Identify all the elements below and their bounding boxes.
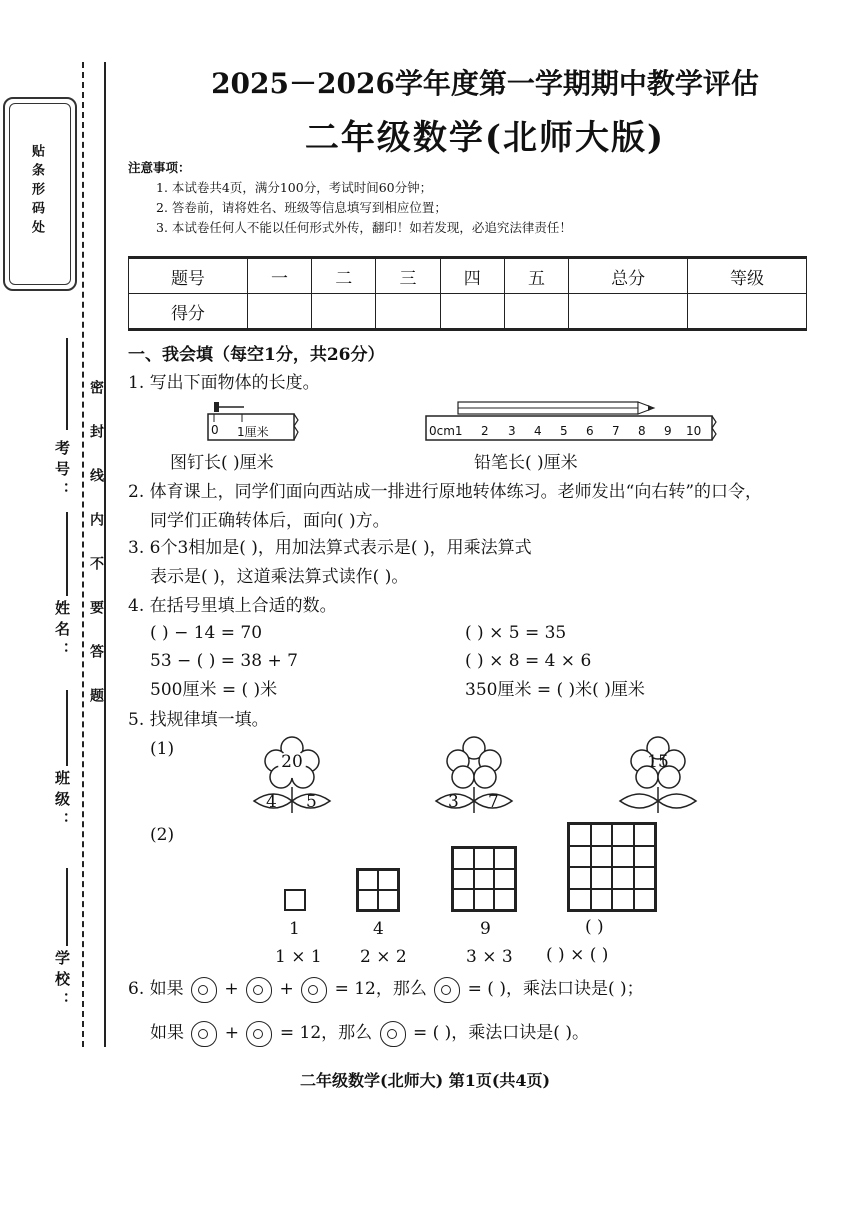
flower-leaf-left: 3 bbox=[448, 792, 459, 812]
grid-2x2 bbox=[356, 868, 400, 912]
score-input[interactable] bbox=[440, 294, 504, 330]
pencil-icon bbox=[422, 396, 717, 444]
barcode-area bbox=[3, 97, 77, 291]
square-count: 9 bbox=[480, 919, 491, 939]
snail-icon bbox=[380, 1021, 406, 1047]
ruler-label: 0 bbox=[211, 423, 219, 437]
flower-icon bbox=[618, 735, 708, 815]
notes bbox=[128, 158, 572, 238]
snail-icon bbox=[246, 977, 272, 1003]
snail-icon bbox=[434, 977, 460, 1003]
grid-4x4 bbox=[567, 822, 657, 912]
square-count: 1 bbox=[289, 919, 300, 939]
cell: 三 bbox=[376, 258, 440, 294]
note-item: 3. 本试卷任何人不能以任何形式外传，翻印！如若发现，必追究法律责任！ bbox=[156, 220, 572, 235]
cell: 一 bbox=[247, 258, 311, 294]
ruler-label: 2 bbox=[481, 424, 489, 438]
q4-blank[interactable]: ( ) × 5 = 35 bbox=[465, 623, 567, 643]
q1-answer-1[interactable]: 图钉长( )厘米 bbox=[170, 453, 274, 473]
score-value-row bbox=[129, 294, 807, 330]
snail-icon bbox=[191, 1021, 217, 1047]
flower-leaf-right: 7 bbox=[488, 792, 499, 812]
q4-blank[interactable]: 350厘米 = ( )米( )厘米 bbox=[465, 680, 645, 700]
ruler-label: 8 bbox=[638, 424, 646, 438]
thumbtack-ruler bbox=[202, 398, 302, 448]
q3-line1[interactable]: 3. 6个3相加是( )，用加法算式表示是( )，用乘法算式 bbox=[128, 538, 532, 558]
q1-text: 1. 写出下面物体的长度。 bbox=[128, 373, 320, 393]
q6-text: = 12，那么 bbox=[279, 1023, 373, 1043]
q6-line1: 6. 如果 + + = 12，那么 = ( )，乘法口诀是( )； bbox=[128, 974, 644, 1004]
square-expr: 2 × 2 bbox=[360, 947, 407, 967]
snail-icon bbox=[301, 977, 327, 1003]
flower-3 bbox=[618, 735, 708, 815]
barcode-label: 贴条形码处 bbox=[29, 144, 44, 239]
snail-icon bbox=[191, 977, 217, 1003]
flower-leaf-right: 5 bbox=[306, 792, 317, 812]
score-input[interactable] bbox=[688, 294, 807, 330]
class-label: 班级： bbox=[53, 770, 71, 833]
score-input[interactable] bbox=[569, 294, 688, 330]
exam-title: 2025－2026学年度第一学期期中教学评估 bbox=[211, 67, 759, 100]
snail-icon bbox=[246, 1021, 272, 1047]
ruler-label: 1厘米 bbox=[237, 425, 269, 439]
cell: 四 bbox=[440, 258, 504, 294]
q6-text: = 12，那么 bbox=[334, 979, 427, 999]
score-input[interactable] bbox=[504, 294, 568, 330]
exam-subject: 二年级数学(北师大版) bbox=[304, 118, 666, 158]
q6-text: 如果 bbox=[150, 1023, 184, 1043]
score-table bbox=[128, 256, 807, 331]
score-input[interactable] bbox=[247, 294, 311, 330]
cell: 题号 bbox=[129, 258, 248, 294]
seal-notice: 密封线内不要答题 bbox=[88, 380, 104, 732]
q3-line2[interactable]: 表示是( )，这道乘法算式读作( )。 bbox=[150, 567, 409, 587]
flower-center: 15 bbox=[647, 752, 669, 772]
square-expr-blank[interactable]: ( ) × ( ) bbox=[546, 945, 609, 965]
flower-center: 20 bbox=[281, 752, 303, 772]
score-header-row bbox=[129, 258, 807, 294]
score-input[interactable] bbox=[376, 294, 440, 330]
q4-blank[interactable]: 500厘米 = ( )米 bbox=[150, 680, 278, 700]
ruler-label: 5 bbox=[560, 424, 568, 438]
school-label: 学校： bbox=[53, 950, 71, 1013]
square-1x1 bbox=[284, 889, 306, 911]
flower-leaf-left: 4 bbox=[266, 792, 277, 812]
pencil-ruler bbox=[422, 396, 717, 448]
ruler-label: 0cm1 bbox=[429, 424, 463, 438]
ruler-label: 9 bbox=[664, 424, 672, 438]
class-line bbox=[66, 690, 68, 766]
score-input[interactable] bbox=[312, 294, 376, 330]
q6-blank[interactable]: = ( )，乘法口诀是( )。 bbox=[412, 1023, 589, 1043]
square-expr: 1 × 1 bbox=[275, 947, 322, 967]
note-item: 1. 本试卷共4页，满分100分，考试时间60分钟； bbox=[156, 180, 433, 195]
q2-line2[interactable]: 同学们正确转体后，面向( )方。 bbox=[150, 511, 390, 531]
q2-line1: 2. 体育课上，同学们面向西站成一排进行原地转体练习。老师发出“向右转”的口令， bbox=[128, 482, 763, 502]
q4-blank[interactable]: ( ) × 8 = 4 × 6 bbox=[465, 651, 592, 671]
notes-heading: 注意事项： bbox=[128, 160, 191, 175]
exam-no-line bbox=[66, 338, 68, 430]
q5-part1-label: (1) bbox=[150, 739, 175, 759]
q4-blank[interactable]: 53 − ( ) = 38 + 7 bbox=[150, 651, 298, 671]
school-line bbox=[66, 868, 68, 946]
seal-dashed-line bbox=[82, 62, 84, 1047]
square-count-blank[interactable]: ( ) bbox=[585, 917, 604, 937]
cell: 五 bbox=[504, 258, 568, 294]
page-footer: 二年级数学(北师大) 第1页(共4页) bbox=[300, 1071, 551, 1090]
cell: 等级 bbox=[688, 258, 807, 294]
ruler-label: 10 bbox=[686, 424, 702, 438]
section-title: 一、我会填（每空1分，共26分） bbox=[128, 345, 385, 365]
flower-2 bbox=[434, 735, 524, 815]
q4-blank[interactable]: ( ) − 14 = 70 bbox=[150, 623, 263, 643]
ruler-label: 3 bbox=[508, 424, 516, 438]
name-label: 姓名： bbox=[53, 600, 71, 663]
q6-line2: 如果 + = 12，那么 = ( )，乘法口诀是( )。 bbox=[150, 1018, 589, 1048]
ruler-label: 7 bbox=[612, 424, 620, 438]
ruler-label: 6 bbox=[586, 424, 594, 438]
grid-3x3 bbox=[451, 846, 517, 912]
q5-title: 5. 找规律填一填。 bbox=[128, 710, 269, 730]
square-count: 4 bbox=[373, 919, 384, 939]
ruler-label: 4 bbox=[534, 424, 542, 438]
q4-title: 4. 在括号里填上合适的数。 bbox=[128, 596, 337, 616]
exam-no-label: 考号： bbox=[53, 440, 71, 503]
name-line bbox=[66, 512, 68, 596]
q5-part2-label: (2) bbox=[150, 825, 175, 845]
q1-answer-2[interactable]: 铅笔长( )厘米 bbox=[474, 453, 578, 473]
q6-text: 6. 如果 bbox=[128, 979, 184, 999]
flower-1 bbox=[252, 735, 342, 815]
cell: 二 bbox=[312, 258, 376, 294]
cell: 总分 bbox=[569, 258, 688, 294]
q6-blank[interactable]: = ( )，乘法口诀是( )； bbox=[467, 979, 644, 999]
square-expr: 3 × 3 bbox=[466, 947, 513, 967]
note-item: 2. 答卷前，请将姓名、班级等信息填写到相应位置； bbox=[156, 200, 447, 215]
cell: 得分 bbox=[129, 294, 248, 330]
